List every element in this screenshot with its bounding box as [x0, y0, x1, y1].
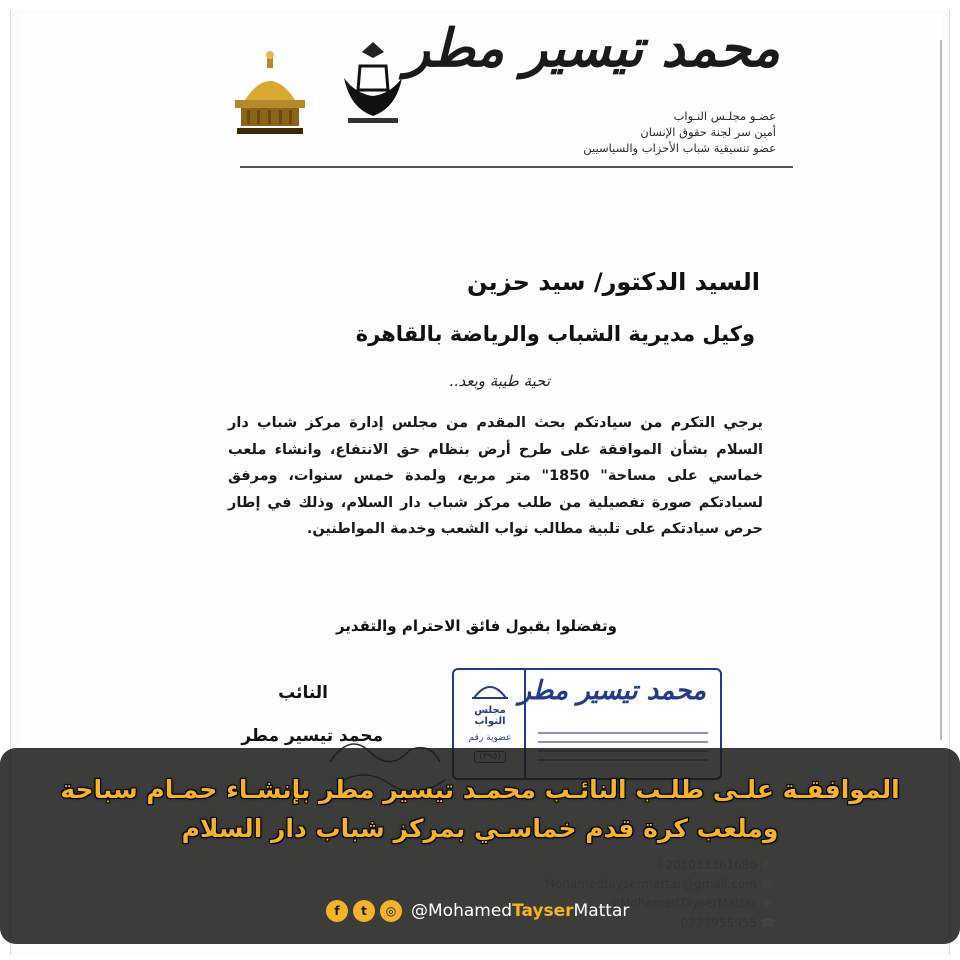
stamp-seal-text: مجلس النواب — [474, 705, 506, 727]
contact-landline: 0227955955 ☎ — [680, 916, 775, 930]
signer-name: محمد تيسير مطر — [241, 726, 383, 746]
closing-line: وتفضلوا بقبول فائق الاحترام والتقدير — [335, 617, 617, 635]
greeting: تحية طيبة وبعد.. — [448, 372, 550, 390]
facebook-icon[interactable]: f — [326, 900, 348, 922]
social-handle[interactable]: @MohamedTayserMattar — [411, 901, 630, 921]
signer-title: النائب — [278, 683, 328, 703]
stamp-name: محمد تيسير مطر — [518, 676, 706, 706]
letterhead-signature: محمد تيسير مطر — [404, 18, 780, 79]
letter-body: يرجي التكرم من سيادتكم بحث المقدم من مجلس إدارة مركز شباب دار السلام بشأن الموافقة على طرح أرض بنظام حق الانتفاع، وانشاء ملعب خماسي على مساحة" 1850" متر مربع، ولمدة خمس سنوات، ومرفق لسيادتكم صورة تفصيلية من طلب مركز شباب دار السلام، وذلك في إطار حرص سيادتكم على تلبية مطالب نواب الشعب وخدمة المواطنين. — [228, 415, 763, 537]
instagram-icon[interactable]: ◎ — [380, 900, 402, 922]
phone-icon: ✆ — [761, 858, 773, 872]
recipient-name: السيد الدكتور/ سيد حزين — [467, 268, 760, 296]
letterhead-title-3: عضو تنسيقية شباب الأحزاب والسياسيين — [583, 141, 776, 155]
letterhead-titles — [536, 108, 776, 156]
contact-email: Mohamedtaysermattar@gmail.com ✉ — [544, 877, 773, 891]
coordination-logo — [330, 38, 416, 128]
recipient-title: وكيل مديرية الشباب والرياضة بالقاهرة — [355, 322, 755, 346]
social-handles — [326, 898, 629, 924]
contact-phone: +201033361686 ✆ — [655, 858, 773, 872]
email-icon: ✉ — [761, 877, 773, 891]
contact-website: @MohamedTayserMattar ⊕ — [607, 896, 773, 910]
page-edge — [940, 40, 942, 740]
letterhead-rule — [240, 166, 793, 168]
dome-icon — [470, 678, 510, 700]
globe-icon: ⊕ — [761, 896, 773, 910]
parliament-logo — [227, 48, 313, 138]
twitter-icon[interactable]: t — [353, 900, 375, 922]
letterhead-title-1: عضـو مجلـس النـواب — [673, 109, 776, 123]
fax-icon: ☎ — [760, 916, 775, 930]
letterhead-title-2: أمين سر لجنة حقوق الإنسان — [640, 125, 776, 139]
banner-headline: الموافقـة علـى طلـب النائـب محمـد تيسير مطر بإنشـاء حمـام سباحة وملعب كرة قدم خماسـي بمركز شباب دار السلام — [60, 775, 900, 843]
stamp-seal-label: عضوية رقم — [468, 733, 512, 743]
